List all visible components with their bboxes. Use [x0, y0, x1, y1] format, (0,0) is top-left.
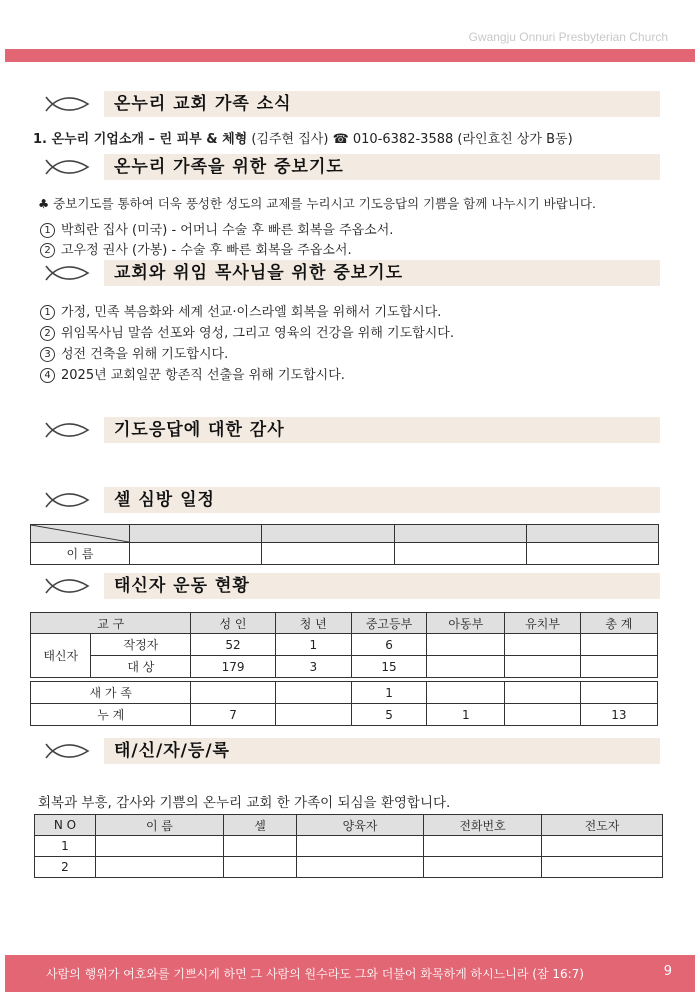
section-title: 온누리 가족을 위한 중보기도: [104, 154, 660, 180]
table-cell: 3: [275, 656, 351, 678]
table-cell: [505, 704, 580, 726]
fish-icon: [44, 419, 92, 441]
fish-icon: [44, 489, 92, 511]
table-cell: [275, 682, 351, 704]
section-title: 기도응답에 대한 감사: [104, 417, 660, 443]
section-church-prayer: [44, 260, 660, 286]
row-number: 1: [35, 836, 96, 857]
header-cell: 성 인: [191, 613, 275, 634]
register-welcome: 회복과 부흥, 감사와 기쁨의 온누리 교회 한 가족이 되심을 환영합니다.: [38, 795, 451, 811]
table-cell: [580, 634, 657, 656]
news-location: (라인효친 상가 B동): [457, 132, 573, 147]
row-label: 작정자: [91, 634, 191, 656]
table-cell: [424, 836, 542, 857]
table-cell: [505, 634, 580, 656]
row-label: 대 상: [91, 656, 191, 678]
header-cell: 이 름: [96, 815, 224, 836]
row-label: 이 름: [31, 543, 130, 565]
family-prayer-item: [40, 219, 393, 238]
fish-icon: [44, 575, 92, 597]
item-text: 박희란 집사 (미국) - 어머니 수술 후 빠른 회복을 주옵소서.: [61, 223, 394, 238]
cell-visit-table: [30, 524, 659, 565]
table-cell: 1: [275, 634, 351, 656]
table-cell: [424, 857, 542, 878]
table-cell: [427, 634, 505, 656]
header-cell: 청 년: [275, 613, 351, 634]
section-thanks: [44, 417, 660, 443]
section-title: 교회와 위임 목사님을 위한 중보기도: [104, 260, 660, 286]
table-cell: 6: [351, 634, 426, 656]
table-cell: 13: [580, 704, 657, 726]
section-title: 태/신/자/등/록: [104, 738, 660, 764]
table-cell: [130, 525, 262, 543]
church-prayer-item: [40, 322, 454, 341]
fish-icon: [44, 156, 92, 178]
church-prayer-item: [40, 343, 228, 362]
item-text: 가정, 민족 복음화와 세계 선교·이스라엘 회복을 위해서 기도합시다.: [61, 305, 442, 320]
item-number: 1: [40, 223, 55, 238]
header-bar: [5, 49, 695, 62]
church-name: Gwangju Onnuri Presbyterian Church: [468, 30, 668, 44]
item-number: 4: [40, 368, 55, 383]
section-movement: [44, 573, 660, 599]
table-cell: [262, 543, 394, 565]
item-number: 2: [40, 326, 55, 341]
table-cell: [542, 857, 663, 878]
table-cell: [191, 682, 275, 704]
section-cell: [44, 487, 660, 513]
table-cell: [427, 656, 505, 678]
header-cell: 전도자: [542, 815, 663, 836]
table-cell: [224, 857, 297, 878]
header-cell: 양육자: [297, 815, 424, 836]
header-cell: 교 구: [31, 613, 191, 634]
family-prayer-item: [40, 239, 352, 258]
table-cell: [505, 656, 580, 678]
item-text: 고우정 권사 (가봉) - 수술 후 빠른 회복을 주옵소서.: [61, 243, 352, 258]
table-cell: 15: [351, 656, 426, 678]
header-cell: 중고등부: [351, 613, 426, 634]
row-label: 누 계: [31, 704, 191, 726]
item-text: 성전 건축을 위해 기도합시다.: [61, 347, 229, 362]
family-prayer-intro: ♣ 중보기도를 통하여 더욱 풍성한 성도의 교제를 누리시고 기도응답의 기쁨을 함께 나누시기 바랍니다.: [38, 196, 596, 211]
row-label: 새 가 족: [31, 682, 191, 704]
page-number: 9: [663, 964, 672, 979]
header-cell: 유치부: [505, 613, 580, 634]
table-cell: [96, 836, 224, 857]
item-text: 2025년 교회일꾼 항존직 선출을 위해 기도합시다.: [61, 368, 345, 383]
register-table: [34, 814, 663, 878]
table-cell: 1: [427, 704, 505, 726]
table-cell: [297, 857, 424, 878]
table-cell: 179: [191, 656, 275, 678]
news-phone: ☎ 010-6382-3588: [332, 132, 454, 147]
section-title: 셀 심방 일정: [104, 487, 660, 513]
table-cell: [580, 682, 657, 704]
table-cell: 5: [351, 704, 426, 726]
news-item: [33, 128, 573, 147]
table-cell: [96, 857, 224, 878]
diagonal-cell: [31, 525, 130, 543]
header-cell: 전화번호: [424, 815, 542, 836]
table-cell: [542, 836, 663, 857]
table-cell: [275, 704, 351, 726]
section-register: [44, 738, 660, 764]
church-prayer-item: [40, 364, 345, 383]
section-news: [44, 91, 660, 117]
table-cell: 1: [351, 682, 426, 704]
table-cell: 7: [191, 704, 275, 726]
row-number: 2: [35, 857, 96, 878]
header-cell: 총 계: [580, 613, 657, 634]
movement-table: [30, 612, 658, 726]
item-number: 1: [40, 305, 55, 320]
header-cell: 아동부: [427, 613, 505, 634]
news-contact: (김주현 집사): [251, 132, 329, 147]
table-cell: [224, 836, 297, 857]
item-number: 2: [40, 243, 55, 258]
table-cell: [130, 543, 262, 565]
footer-verse: 사람의 행위가 여호와를 기쁘시게 하면 그 사람의 원수라도 그와 더불어 화목하게 하시느니라 (잠 16:7): [46, 967, 584, 981]
table-cell: [427, 682, 505, 704]
table-cell: [297, 836, 424, 857]
header-cell: 셀: [224, 815, 297, 836]
section-family-prayer: [44, 154, 660, 180]
diagonal-line: [31, 525, 129, 542]
section-title: 태신자 운동 현황: [104, 573, 660, 599]
fish-icon: [44, 93, 92, 115]
item-number: 3: [40, 347, 55, 362]
table-cell: [526, 543, 658, 565]
item-text: 위임목사님 말씀 선포와 영성, 그리고 영육의 건강을 위해 기도합시다.: [61, 326, 454, 341]
table-cell: [526, 525, 658, 543]
table-cell: [394, 525, 526, 543]
section-title: 온누리 교회 가족 소식: [104, 91, 660, 117]
fish-icon: [44, 262, 92, 284]
church-prayer-item: [40, 301, 441, 320]
header-cell: N O: [35, 815, 96, 836]
table-cell: [262, 525, 394, 543]
news-item-title: 1. 온누리 기업소개 – 린 피부 & 체형: [33, 132, 248, 147]
table-cell: [580, 656, 657, 678]
table-cell: 52: [191, 634, 275, 656]
table-cell: [394, 543, 526, 565]
table-cell: [505, 682, 580, 704]
fish-icon: [44, 740, 92, 762]
group-label: 태신자: [31, 634, 91, 678]
